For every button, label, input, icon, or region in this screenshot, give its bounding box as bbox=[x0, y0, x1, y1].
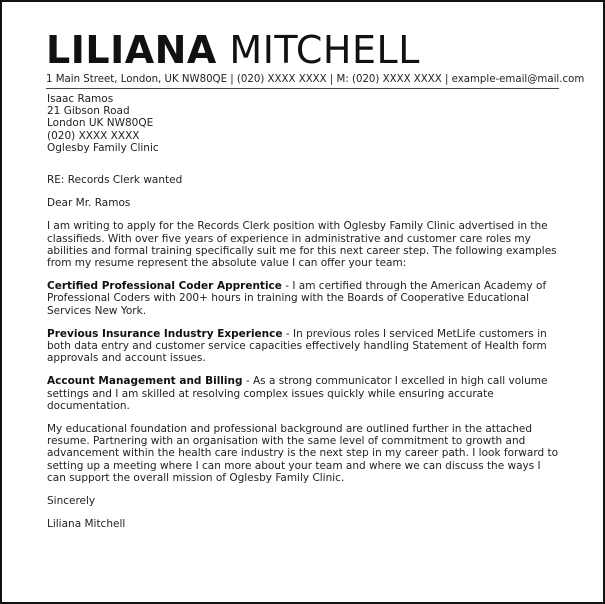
subject-line: RE: Records Clerk wanted bbox=[47, 174, 183, 187]
recipient-city: London UK NW80QE bbox=[47, 117, 154, 130]
point-paragraph bbox=[47, 328, 562, 365]
recipient-company: Oglesby Family Clinic bbox=[47, 141, 159, 154]
recipient-block bbox=[47, 93, 562, 154]
applicant-name bbox=[46, 28, 420, 72]
closing-paragraph: My educational foundation and professional background are outlined further in the attached resume. Partnering with an organisation with the same level of commitment to growth and advancement within the health care industry is the next step in my career path. I look forward to setting up a meeting where I can more about your team and where we can discuss the ways I can support the overall mission of Oglesby Family Clinic. bbox=[47, 423, 559, 484]
point-heading: Certified Professional Coder Apprentice bbox=[47, 280, 282, 293]
last-name: MITCHELL bbox=[229, 28, 420, 72]
sign-off: Sincerely bbox=[47, 495, 96, 508]
letter-body bbox=[47, 93, 562, 530]
point-heading: Account Management and Billing bbox=[47, 375, 243, 388]
first-name: LILIANA bbox=[46, 28, 217, 72]
intro-paragraph: I am writing to apply for the Records Clerk position with Oglesby Family Clinic advertised in the classifieds. With over five years of experience in administrative and customer care roles my abilities and formal training specifically suit me for this next career step. The following examples from my resume represent the absolute value I can offer your team: bbox=[47, 220, 557, 270]
contact-line: 1 Main Street, London, UK NW80QE | (020) XXXX XXXX | M: (020) XXXX XXXX | example-email@mail.com bbox=[46, 74, 585, 85]
recipient-street: 21 Gibson Road bbox=[47, 105, 130, 118]
salutation: Dear Mr. Ramos bbox=[47, 197, 131, 210]
recipient-name: Isaac Ramos bbox=[47, 93, 114, 105]
point-heading: Previous Insurance Industry Experience bbox=[47, 327, 283, 340]
point-text: - As a strong communicator I excelled in high call volume settings and I am skilled at resolving complex issues quickly while ensuring accurate documentation. bbox=[47, 375, 548, 412]
point-text: - I am certified through the American Academy of Professional Coders with 200+ hours in training with the Boards of Cooperative Educational Services New York. bbox=[47, 280, 547, 317]
recipient-phone: (020) XXXX XXXX bbox=[47, 129, 140, 142]
point-paragraph bbox=[47, 375, 562, 412]
signature-name: Liliana Mitchell bbox=[47, 518, 126, 531]
point-paragraph bbox=[47, 280, 562, 317]
header-divider bbox=[46, 88, 559, 89]
point-text: - In previous roles I serviced MetLife customers in both data entry and customer service capacities effectively handling Statement of Health form approvals and account issues. bbox=[47, 327, 547, 365]
